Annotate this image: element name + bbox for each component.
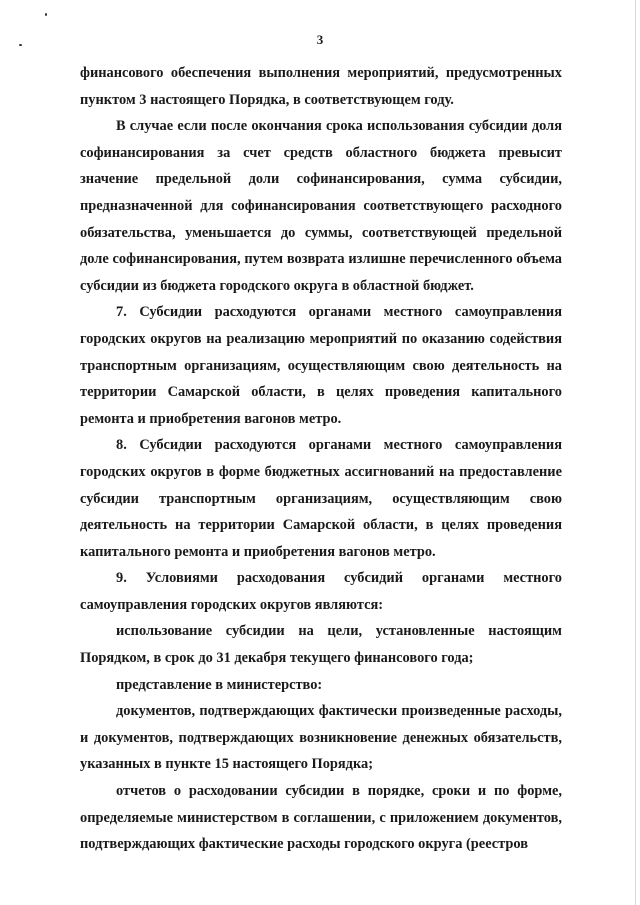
paragraph: 9. Условиями расходования субсидий органами местного самоуправления городских округов являются: (80, 570, 562, 613)
paragraph: использование субсидии на цели, установленные настоящим Порядком, в срок до 31 декабря текущего финансового года; (80, 623, 562, 667)
paragraph: документов, подтверждающих фактически произведенные расходы, и документов, подтверждающих возникновение денежных обязательств, указанных в пункте 15 настоящего Порядка; (80, 703, 562, 773)
document-body (80, 60, 562, 858)
paragraph: отчетов о расходовании субсидии в порядке, сроки и по форме, определяемые министерством в соглашении, с приложением документов, подтверждающих фактические расходы городского округа (реестров (80, 783, 562, 853)
scan-dot-mark (45, 13, 47, 16)
paragraph: 8. Субсидии расходуются органами местного самоуправления городских округов в форме бюджетных ассигнований на предоставление субсидии транспортным организациям, осуществляющим свою деятельность на территории Самарской области, в целях проведения капитального ремонта и приобретения вагонов метро. (80, 437, 562, 560)
paragraph: В случае если после окончания срока использования субсидии доля софинансирования за счет средств областного бюджета превысит значение предельной доли софинансирования, сумма субсидии, предназначенной для софинансирования соответствующего расходного обязательства, уменьшается до суммы, соответствующей предельной доле софинансирования, путем возврата излишне перечисленного объема субсидии из бюджета городского округа в областной бюджет. (80, 118, 562, 294)
scan-edge-line (635, 0, 636, 905)
paragraph: 7. Субсидии расходуются органами местного самоуправления городских округов на реализацию мероприятий по оказанию содействия транспортным организациям, осуществляющим свою деятельность на территории Самарской области, в целях проведения капитального ремонта и приобретения вагонов метро. (80, 304, 562, 427)
paragraph: представление в министерство: (116, 676, 323, 693)
page-number: 3 (316, 32, 324, 47)
paragraph: финансового обеспечения выполнения мероприятий, предусмотренных пунктом 3 настоящего Порядка, в соответствующем году. (80, 65, 562, 108)
